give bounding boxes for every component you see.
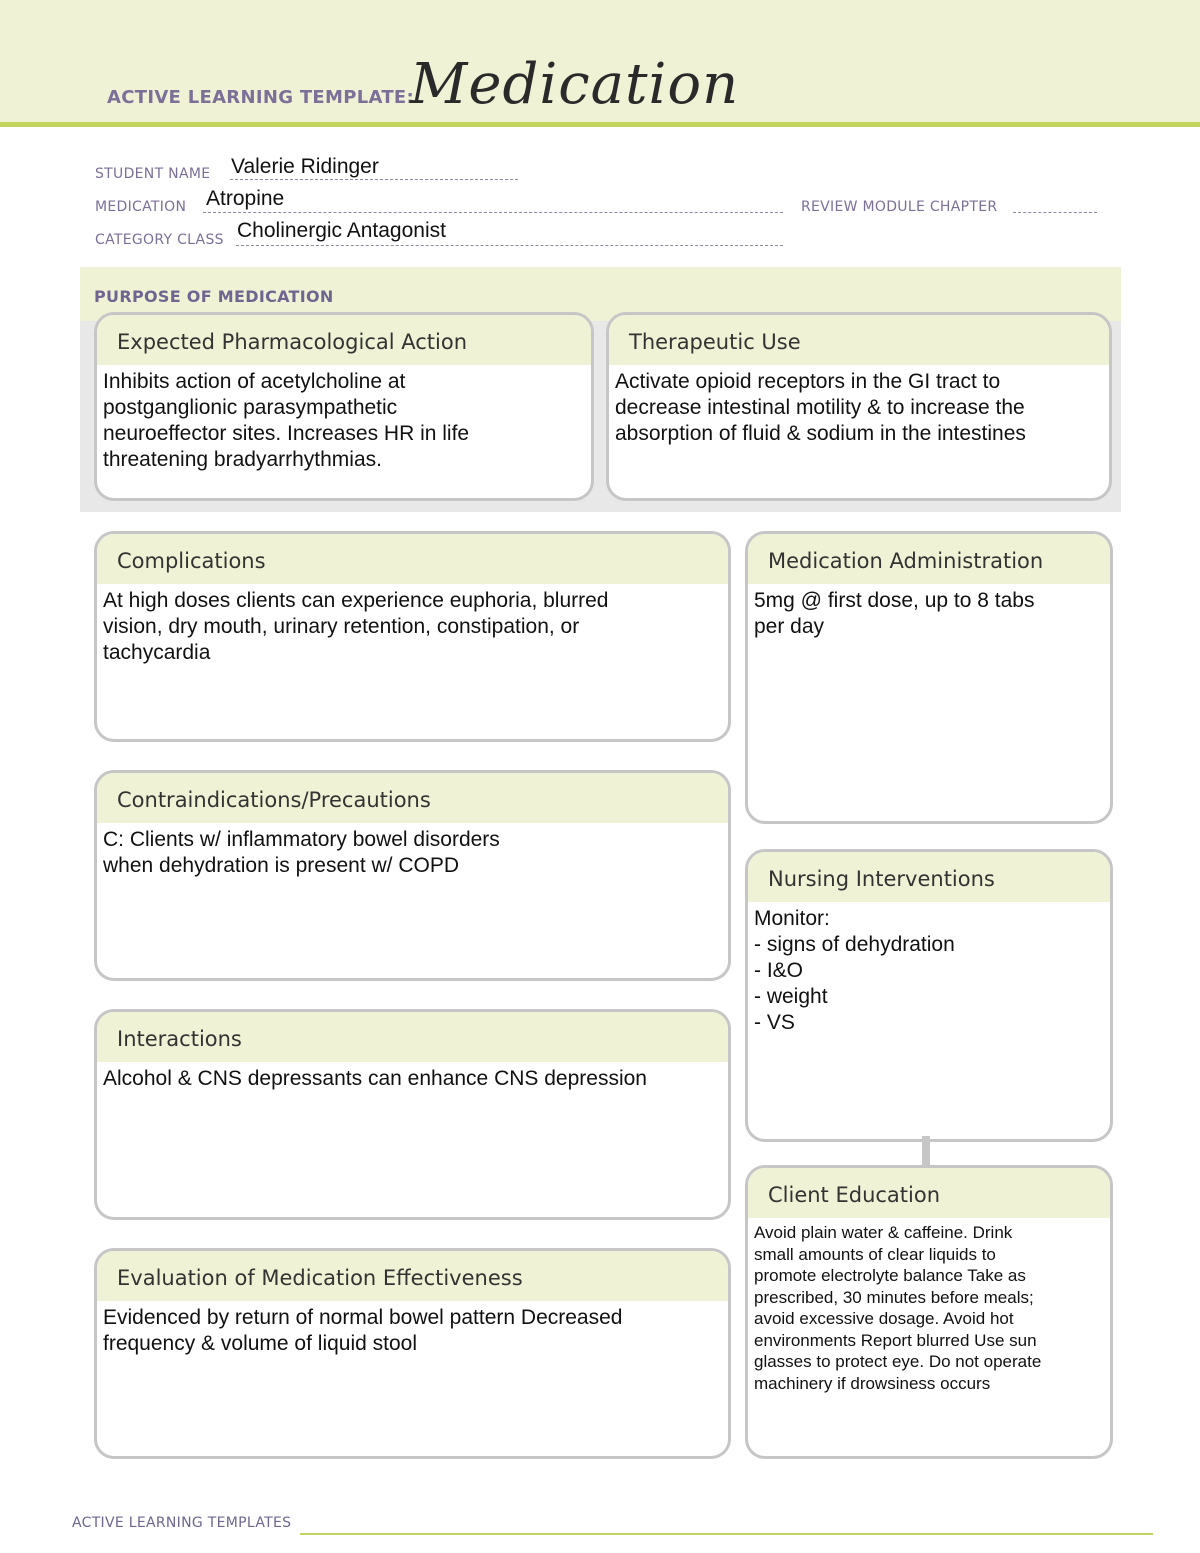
template-label: ACTIVE LEARNING TEMPLATE: bbox=[107, 87, 414, 108]
review-module-label: REVIEW MODULE CHAPTER bbox=[801, 199, 998, 215]
footer-label: ACTIVE LEARNING TEMPLATES bbox=[72, 1515, 292, 1531]
medication-line bbox=[203, 212, 783, 213]
therapeutic-use-title: Therapeutic Use bbox=[609, 315, 1109, 365]
administration-content[interactable]: 5mg @ first dose, up to 8 tabs per day bbox=[754, 589, 1035, 638]
education-title: Client Education bbox=[748, 1168, 1110, 1218]
category-class-label: CATEGORY CLASS bbox=[95, 232, 224, 248]
administration-title: Medication Administration bbox=[748, 534, 1110, 584]
contraindications-title: Contraindications/Precautions bbox=[97, 773, 728, 823]
complications-title: Complications bbox=[97, 534, 728, 584]
therapeutic-use-box bbox=[606, 312, 1112, 501]
interactions-box bbox=[94, 1009, 731, 1220]
complications-content[interactable]: At high doses clients can experience euphoria, blurred vision, dry mouth, urinary retention, constipation, or tachycardia bbox=[103, 589, 609, 664]
medication-field[interactable]: Atropine bbox=[206, 187, 285, 210]
evaluation-box bbox=[94, 1248, 731, 1459]
evaluation-content[interactable]: Evidenced by return of normal bowel pattern Decreased frequency & volume of liquid stool bbox=[103, 1306, 623, 1355]
nursing-content[interactable]: Monitor: - signs of dehydration - I&O - weight - VS bbox=[754, 907, 955, 1034]
contraindications-content[interactable]: C: Clients w/ inflammatory bowel disorders when dehydration is present w/ COPD bbox=[103, 828, 500, 877]
education-box bbox=[745, 1165, 1113, 1459]
student-name-line bbox=[230, 179, 518, 180]
purpose-title: PURPOSE OF MEDICATION bbox=[94, 287, 334, 306]
expected-action-box bbox=[94, 312, 594, 501]
nursing-box bbox=[745, 849, 1113, 1142]
therapeutic-use-content[interactable]: Activate opioid receptors in the GI tract to decrease intestinal motility & to increase the absorption of fluid & sodium in the intestines bbox=[615, 370, 1026, 445]
header-divider bbox=[0, 122, 1200, 127]
expected-action-content[interactable]: Inhibits action of acetylcholine at postganglionic parasympathetic neuroeffector sites. Increases HR in life threatening bradyarrhythmias. bbox=[103, 370, 470, 471]
footer-line bbox=[300, 1533, 1153, 1535]
category-class-field[interactable]: Cholinergic Antagonist bbox=[237, 219, 446, 242]
page-title: Medication bbox=[410, 52, 740, 117]
administration-box bbox=[745, 531, 1113, 824]
interactions-title: Interactions bbox=[97, 1012, 728, 1062]
education-content[interactable]: Avoid plain water & caffeine. Drink small amounts of clear liquids to promote electrolyte balance Take as prescribed, 30 minutes before meals; avoid excessive dosage. Avoid hot environments Report blurred Use sun glasses to protect eye. Do not operate machinery if drowsiness occurs bbox=[754, 1223, 1042, 1393]
interactions-content[interactable]: Alcohol & CNS depressants can enhance CNS depression bbox=[103, 1067, 647, 1090]
category-class-line bbox=[236, 245, 783, 246]
contraindications-box bbox=[94, 770, 731, 981]
medication-label: MEDICATION bbox=[95, 199, 187, 215]
complications-box bbox=[94, 531, 731, 742]
evaluation-title: Evaluation of Medication Effectiveness bbox=[97, 1251, 728, 1301]
nursing-title: Nursing Interventions bbox=[748, 852, 1110, 902]
box-connector bbox=[922, 1136, 930, 1166]
expected-action-title: Expected Pharmacological Action bbox=[97, 315, 591, 365]
review-module-line bbox=[1013, 212, 1097, 213]
student-name-label: STUDENT NAME bbox=[95, 166, 211, 182]
student-name-field[interactable]: Valerie Ridinger bbox=[231, 155, 379, 178]
